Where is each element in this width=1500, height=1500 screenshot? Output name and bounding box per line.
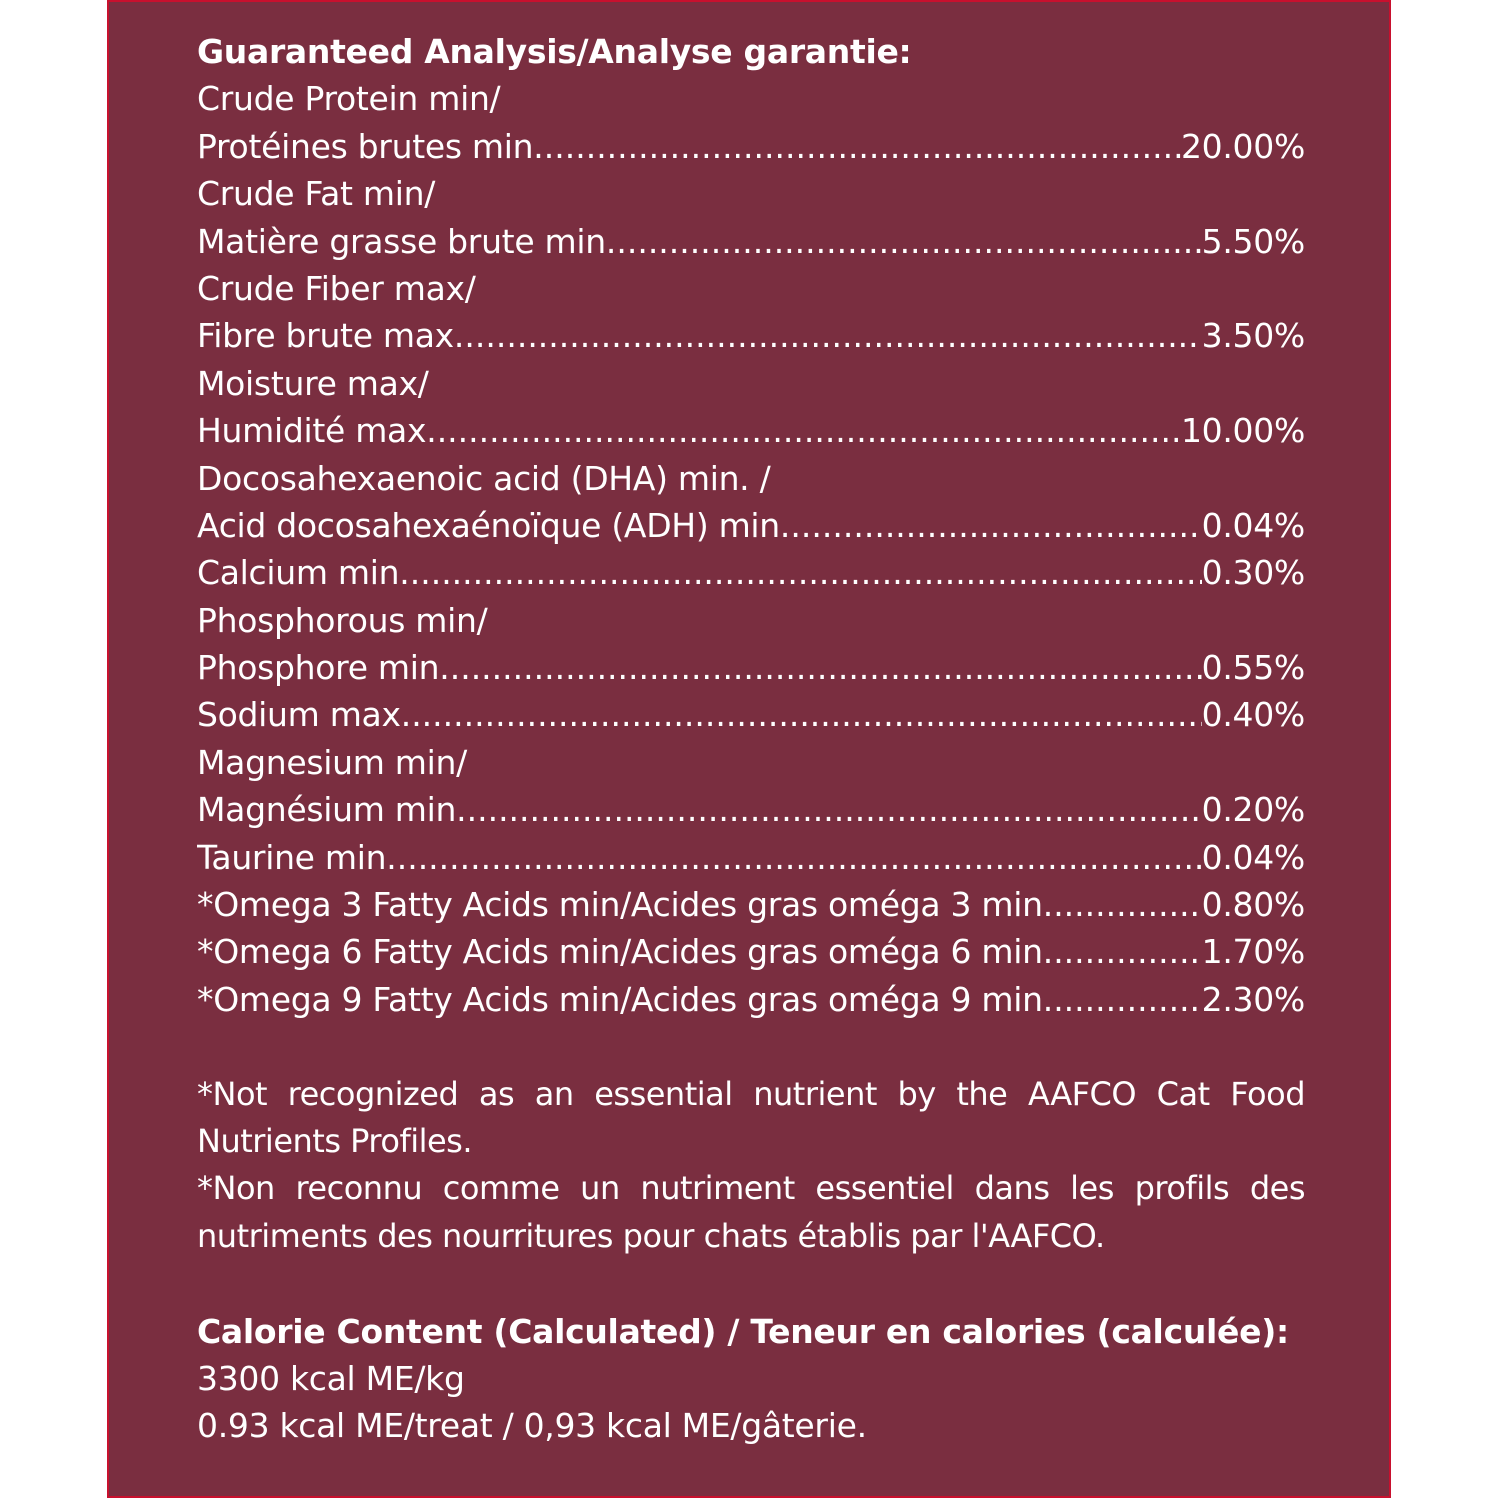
- guaranteed-analysis-panel: [107, 0, 1391, 1498]
- row-phosphorous-line1: Phosphorous min/: [197, 600, 488, 640]
- row-label: Taurine min: [197, 837, 387, 877]
- row-omega9: [197, 976, 1305, 1023]
- row-value: 2.30%: [1201, 979, 1305, 1019]
- dot-leader: [1043, 928, 1202, 975]
- row-moisture: [197, 407, 1305, 454]
- row-magnesium: [197, 786, 1305, 833]
- dot-leader: [533, 123, 1181, 170]
- row-label: Matière grasse brute min: [197, 221, 606, 261]
- dot-leader: [606, 218, 1202, 265]
- dot-leader: [386, 834, 1201, 881]
- row-omega6: [197, 928, 1305, 975]
- row-fat: [197, 218, 1305, 265]
- dot-leader: [780, 502, 1202, 549]
- row-sodium: [197, 691, 1305, 738]
- row-magnesium-line1: Magnesium min/: [197, 742, 467, 782]
- row-value: 0.04%: [1201, 505, 1305, 545]
- row-label: Magnésium min: [197, 790, 457, 830]
- row-moisture-line1: Moisture max/: [197, 363, 429, 403]
- calorie-heading: Calorie Content (Calculated) / Teneur en calories (calculée):: [197, 1311, 1289, 1351]
- row-fiber-line1: Crude Fiber max/: [197, 268, 476, 308]
- row-value: 3.50%: [1201, 316, 1305, 356]
- row-label: *Omega 6 Fatty Acids min/Acides gras oméga 6 min: [197, 932, 1043, 972]
- dot-leader: [399, 549, 1201, 596]
- row-dha: [197, 502, 1305, 549]
- row-fiber: [197, 312, 1305, 359]
- row-taurine: [197, 834, 1305, 881]
- row-fat-line1: Crude Fat min/: [197, 174, 436, 214]
- row-label: Acid docosahexaénoïque (ADH) min: [197, 505, 780, 545]
- analysis-heading: Guaranteed Analysis/Analyse garantie:: [197, 32, 912, 71]
- footnote-english: *Not recognized as an essential nutrient by the AAFCO Cat Food Nutrients Profiles.: [197, 1074, 1305, 1160]
- row-omega3: [197, 881, 1305, 928]
- row-value: 0.04%: [1201, 837, 1305, 877]
- row-value: 0.55%: [1201, 648, 1305, 688]
- row-value: 10.00%: [1180, 411, 1305, 451]
- dot-leader: [426, 407, 1181, 454]
- row-label: Sodium max: [197, 695, 401, 735]
- row-value: 0.20%: [1201, 790, 1305, 830]
- row-label: Calcium min: [197, 553, 400, 593]
- dot-leader: [454, 312, 1202, 359]
- row-label: Phosphore min: [197, 648, 440, 688]
- dot-leader: [1043, 881, 1202, 928]
- row-label: *Omega 9 Fatty Acids min/Acides gras oméga 9 min: [197, 979, 1043, 1019]
- row-value: 5.50%: [1201, 221, 1305, 261]
- row-value: 0.80%: [1201, 885, 1305, 925]
- dot-leader: [456, 786, 1202, 833]
- row-label: *Omega 3 Fatty Acids min/Acides gras oméga 3 min: [197, 885, 1043, 925]
- row-dha-line1: Docosahexaenoic acid (DHA) min. /: [197, 458, 771, 498]
- row-value: 20.00%: [1180, 126, 1305, 166]
- dot-leader: [401, 691, 1202, 738]
- row-protein-line1: Crude Protein min/: [197, 79, 501, 119]
- row-value: 0.30%: [1201, 553, 1305, 593]
- spacer: [197, 1023, 1305, 1070]
- row-label: Fibre brute max: [197, 316, 454, 356]
- footnote-french: *Non reconnu comme un nutriment essentiel dans les profils des nutriments des nourritures pour chats établis par l'AAFCO.: [197, 1169, 1305, 1255]
- calorie-per-kg: 3300 kcal ME/kg: [197, 1359, 465, 1398]
- analysis-content: [197, 28, 1305, 1450]
- spacer: [197, 1260, 1305, 1307]
- row-calcium: [197, 549, 1305, 596]
- dot-leader: [439, 644, 1201, 691]
- row-label: Protéines brutes min: [197, 126, 534, 166]
- row-label: Humidité max: [197, 411, 427, 451]
- row-value: 1.70%: [1201, 932, 1305, 972]
- row-protein: [197, 123, 1305, 170]
- row-phosphorous: [197, 644, 1305, 691]
- dot-leader: [1043, 976, 1202, 1023]
- calorie-per-treat: 0.93 kcal ME/treat / 0,93 kcal ME/gâterie.: [197, 1406, 867, 1446]
- row-value: 0.40%: [1201, 695, 1305, 735]
